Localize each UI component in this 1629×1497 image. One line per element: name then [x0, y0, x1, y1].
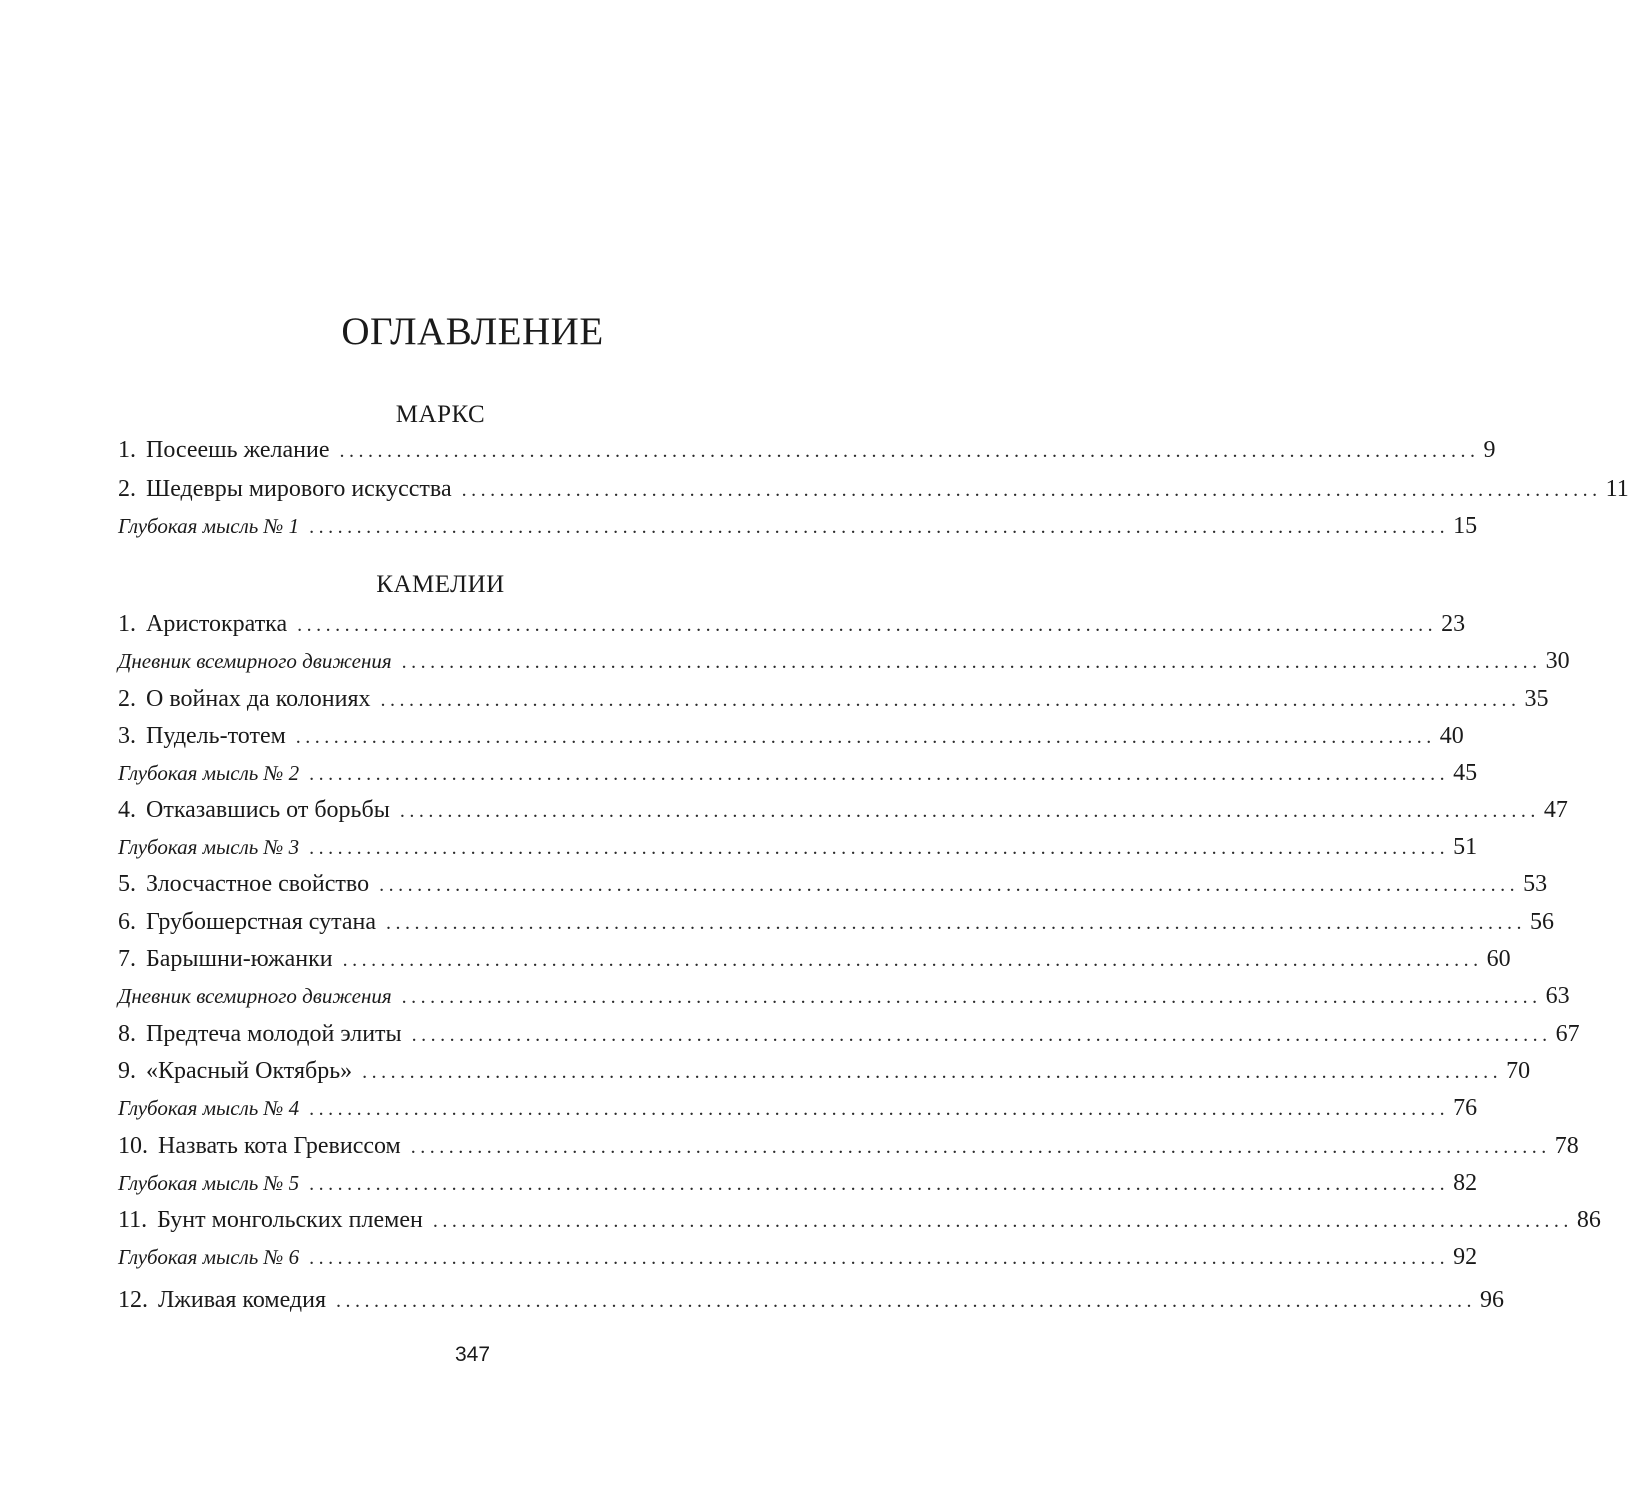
- toc-entry-number: 4.: [118, 797, 136, 823]
- toc-entry[interactable]: [118, 718, 1464, 754]
- toc-entry-page: 15: [1453, 513, 1478, 539]
- toc-entry-number: 12.: [118, 1287, 148, 1313]
- toc-entry-page: 56: [1530, 909, 1555, 935]
- toc-entry[interactable]: [118, 1282, 1505, 1318]
- dot-leader: ........................................................................................................................: [309, 1247, 1450, 1269]
- toc-entry[interactable]: [118, 1053, 1531, 1089]
- toc-entry-page: 9: [1483, 437, 1496, 463]
- toc-entry-label: «Красный Октябрь»: [146, 1058, 353, 1084]
- toc-entry-number: 7.: [118, 946, 136, 972]
- dot-leader: ........................................................................................................................: [295, 726, 1436, 748]
- dot-leader: ........................................................................................................................: [309, 763, 1450, 785]
- toc-entry-label: Глубокая мысль № 4: [118, 1096, 300, 1120]
- dot-leader: ........................................................................................................................: [342, 949, 1483, 971]
- toc-entry-number: 1.: [118, 437, 136, 463]
- toc-entry[interactable]: [118, 866, 1548, 902]
- dot-leader: ........................................................................................................................: [309, 837, 1450, 859]
- toc-entry-page: 76: [1453, 1095, 1478, 1121]
- toc-entry-page: 35: [1524, 686, 1549, 712]
- toc-entry-label: Глубокая мысль № 6: [118, 1245, 300, 1269]
- toc-entry-page: 82: [1453, 1170, 1478, 1196]
- toc-entry-page: 92: [1453, 1244, 1478, 1270]
- toc-entry-page: 67: [1555, 1021, 1580, 1047]
- toc-entry-label: Шедевры мирового искусства: [146, 476, 452, 502]
- dot-leader: ........................................................................................................................: [309, 1173, 1450, 1195]
- toc-entry-page: 70: [1506, 1058, 1531, 1084]
- toc-entry-page: 11: [1605, 476, 1629, 502]
- dot-leader: ........................................................................................................................: [461, 479, 1602, 501]
- toc-entry-label: Пудель-тотем: [146, 723, 286, 749]
- toc-entry[interactable]: [118, 978, 1570, 1014]
- toc-entry-number: 8.: [118, 1021, 136, 1047]
- toc-entry-number: 10.: [118, 1133, 148, 1159]
- toc-entry[interactable]: [118, 755, 1478, 791]
- toc-entry-page: 86: [1576, 1207, 1601, 1233]
- toc-entry-page: 63: [1545, 983, 1570, 1009]
- section-title: МАРКС: [395, 401, 486, 428]
- toc-entry-page: 30: [1545, 648, 1570, 674]
- toc-entry-number: 6.: [118, 909, 136, 935]
- toc-entry[interactable]: [118, 1016, 1580, 1052]
- dot-leader: ........................................................................................................................: [410, 1136, 1551, 1158]
- toc-entry-label: Глубокая мысль № 2: [118, 761, 300, 785]
- toc-entry-label: Глубокая мысль № 5: [118, 1171, 300, 1195]
- toc-entry-number: 9.: [118, 1058, 136, 1084]
- toc-entry-label: Злосчастное свойство: [146, 871, 370, 897]
- toc-entry-page: 60: [1486, 946, 1511, 972]
- toc-entry-number: 11.: [118, 1207, 148, 1233]
- toc-entry[interactable]: [118, 432, 1496, 468]
- toc-entry[interactable]: [118, 681, 1549, 717]
- toc-entry[interactable]: [118, 471, 1629, 507]
- dot-leader: ........................................................................................................................: [362, 1061, 1503, 1083]
- toc-entry-page: 40: [1439, 723, 1464, 749]
- toc-entry-number: 3.: [118, 723, 136, 749]
- dot-leader: ........................................................................................................................: [401, 651, 1542, 673]
- toc-entry-page: 96: [1480, 1287, 1505, 1313]
- page-title: ОГЛАВЛЕНИЕ: [341, 310, 604, 353]
- toc-entry[interactable]: [118, 829, 1478, 865]
- toc-entry[interactable]: [118, 941, 1511, 977]
- toc-entry[interactable]: [118, 904, 1555, 940]
- dot-leader: ........................................................................................................................: [411, 1024, 1552, 1046]
- toc-entry-page: 23: [1441, 611, 1466, 637]
- toc-entry-label: О войнах да колониях: [146, 686, 371, 712]
- toc-entry-number: 2.: [118, 686, 136, 712]
- toc-entry[interactable]: [118, 606, 1466, 642]
- toc-entry[interactable]: [118, 792, 1568, 828]
- toc-entry[interactable]: [118, 1090, 1478, 1126]
- dot-leader: ........................................................................................................................: [309, 1098, 1450, 1120]
- dot-leader: ........................................................................................................................: [432, 1210, 1573, 1232]
- section-title: КАМЕЛИИ: [376, 571, 505, 598]
- toc-entry-number: 2.: [118, 476, 136, 502]
- dot-leader: ........................................................................................................................: [297, 614, 1438, 636]
- toc-entry-label: Лживая комедия: [158, 1287, 327, 1313]
- toc-entry-number: 1.: [118, 611, 136, 637]
- toc-entry-label: Аристократка: [146, 611, 288, 637]
- toc-entry-label: Барышни-южанки: [146, 946, 333, 972]
- toc-entry-label: Глубокая мысль № 3: [118, 835, 300, 859]
- toc-entry-label: Отказавшись от борьбы: [146, 797, 390, 823]
- dot-leader: ........................................................................................................................: [399, 800, 1540, 822]
- dot-leader: ........................................................................................................................: [386, 912, 1527, 934]
- toc-entry-page: 45: [1453, 760, 1478, 786]
- toc-entry-label: Посеешь желание: [146, 437, 330, 463]
- toc-entry-page: 47: [1543, 797, 1568, 823]
- page-number: 347: [454, 1343, 491, 1366]
- toc-entry-label: Назвать кота Гревиссом: [158, 1133, 401, 1159]
- toc-entry-label: Бунт монгольских племен: [157, 1207, 423, 1233]
- toc-entry[interactable]: [118, 1165, 1478, 1201]
- dot-leader: ........................................................................................................................: [339, 440, 1480, 462]
- dot-leader: ........................................................................................................................: [401, 986, 1542, 1008]
- toc-entry[interactable]: [118, 508, 1478, 544]
- toc-entry-label: Предтеча молодой элиты: [146, 1021, 402, 1047]
- toc-entry-page: 78: [1554, 1133, 1579, 1159]
- dot-leader: ........................................................................................................................: [336, 1290, 1477, 1312]
- toc-entry[interactable]: [118, 1202, 1601, 1238]
- toc-entry[interactable]: [118, 1128, 1579, 1164]
- toc-entry-label: Глубокая мысль № 1: [118, 514, 300, 538]
- toc-entry-label: Грубошерстная сутана: [146, 909, 377, 935]
- toc-entry-number: 5.: [118, 871, 136, 897]
- toc-entry-label: Дневник всемирного движения: [118, 649, 392, 673]
- dot-leader: ........................................................................................................................: [379, 874, 1520, 896]
- toc-entry-label: Дневник всемирного движения: [118, 984, 392, 1008]
- dot-leader: ........................................................................................................................: [380, 689, 1521, 711]
- toc-entry[interactable]: [118, 1239, 1478, 1275]
- toc-entry-page: 51: [1453, 834, 1478, 860]
- toc-entry-page: 53: [1523, 871, 1548, 897]
- toc-entry[interactable]: [118, 643, 1570, 679]
- dot-leader: ........................................................................................................................: [309, 516, 1450, 538]
